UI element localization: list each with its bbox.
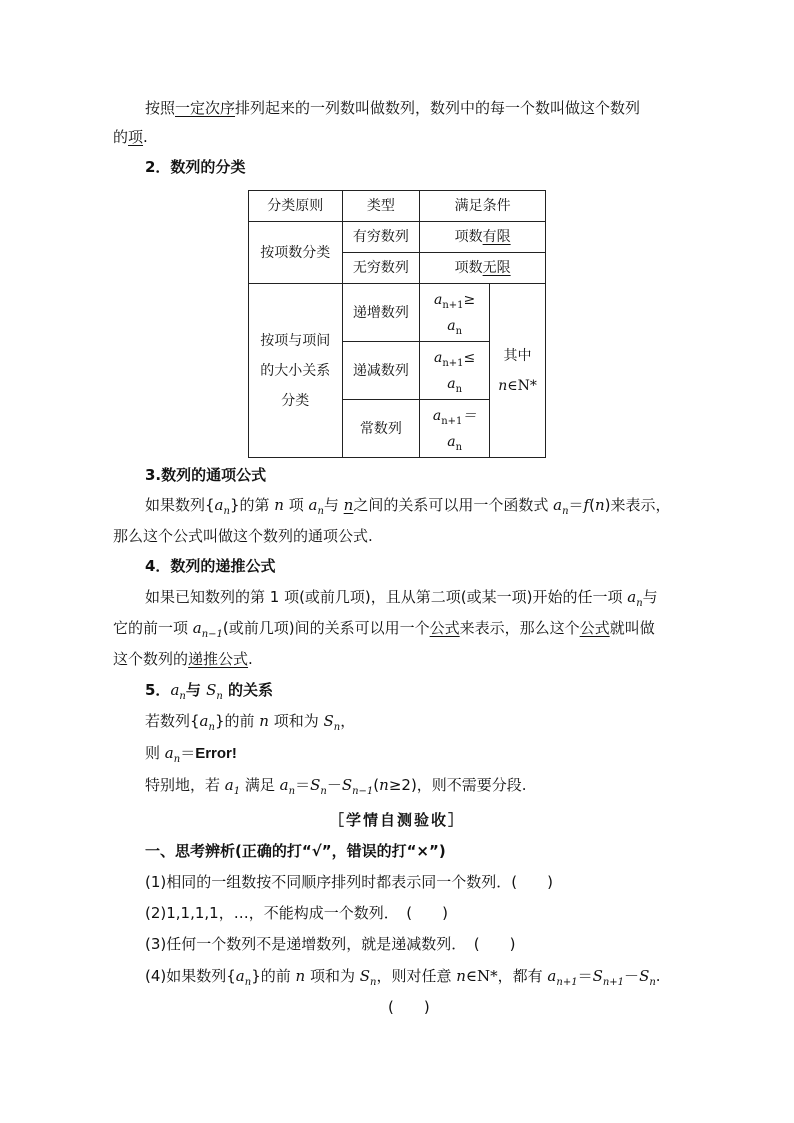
note-n-natural: 其中 n∈N* xyxy=(490,284,546,458)
underlined-term-item: 项 xyxy=(128,128,144,146)
cond-constant: $a_{n+1}=$ $a_n$ xyxy=(420,400,490,458)
section-5-title: 5．$a_n$与 $S_n$ 的关系 xyxy=(145,681,274,702)
quiz-title: 一、思考辨析(正确的打“√”，错误的打“×”) xyxy=(145,842,446,860)
table-header-type: 类型 xyxy=(342,191,420,222)
cond-finite: 项数有限 xyxy=(420,222,546,253)
section-3-line1: 如果数列$\{a_n\}$的第 n 项 $a_n$与 n之间的关系可以用一个函数式 $a_n=f(n)$来表示， xyxy=(145,496,671,517)
type-finite: 有穷数列 xyxy=(342,222,420,253)
cond-infinite: 项数无限 xyxy=(420,253,546,284)
group-by-count: 按项数分类 xyxy=(249,222,343,284)
para1-line1: 按照一定次序排列起来的一列数叫做数列，数列中的每一个数叫做这个数列 xyxy=(145,99,641,117)
underlined-term-order: 一定次序 xyxy=(175,99,236,117)
section-3-title: 3.数列的通项公式 xyxy=(145,466,267,484)
type-decreasing: 递减数列 xyxy=(342,342,420,400)
section-2-title: 2．数列的分类 xyxy=(145,158,246,176)
error-placeholder: Error! xyxy=(195,745,237,762)
table-header-condition: 满足条件 xyxy=(420,191,546,222)
type-increasing: 递增数列 xyxy=(342,284,420,342)
quiz-item-3: (3)任何一个数列不是递增数列，就是递减数列． ( ) xyxy=(145,935,516,953)
classification-table xyxy=(248,190,546,458)
section-5-line3: 特别地，若 $a_1$ 满足 $a_n=S_n-S_{n-1}(n\ge 2)$，则不需要分段. xyxy=(145,776,527,797)
section-4-line3: 这个数列的递推公式. xyxy=(113,650,253,668)
table-header-principle: 分类原则 xyxy=(249,191,343,222)
type-constant: 常数列 xyxy=(342,400,420,458)
section-4-line1: 如果已知数列的第 1 项(或前几项)，且从第二项(或某一项)开始的任一项 $a_n$与 xyxy=(145,588,658,609)
cond-increasing: $a_{n+1}\ge$ $a_n$ xyxy=(420,284,490,342)
quiz-item-2: (2)1,1,1,1，…，不能构成一个数列． ( ) xyxy=(145,904,448,922)
section-5-line1: 若数列$\{a_n\}$的前 n 项和为 $S_n$， xyxy=(145,712,356,733)
section-4-line2: 它的前一项 $a_{n-1}$(或前几项)间的关系可以用一个公式来表示，那么这个公式就叫做 xyxy=(113,619,655,640)
quiz-item-4: (4)如果数列$\{a_n\}$的前 n 项和为 $S_n$，则对任意 n∈N*，都有 $a_{n+1}=S_{n+1}-S_n$. xyxy=(145,967,661,988)
quiz-item-4-answer-paren: ( ) xyxy=(388,998,430,1016)
group-by-size: 按项与项间 的大小关系 分类 xyxy=(249,284,343,458)
cond-decreasing: $a_{n+1}\le$ $a_n$ xyxy=(420,342,490,400)
section-3-line2: 那么这个公式叫做这个数列的通项公式. xyxy=(113,527,373,545)
section-5-line2: 则 $a_n=Error$! xyxy=(145,744,237,765)
para1-line2: 的项. xyxy=(113,128,148,146)
quiz-item-1: (1)相同的一组数按不同顺序排列时都表示同一个数列．( ) xyxy=(145,873,553,891)
type-infinite: 无穷数列 xyxy=(342,253,420,284)
section-4-title: 4．数列的递推公式 xyxy=(145,557,276,575)
self-test-heading: ［学情自测验收］ xyxy=(328,811,465,829)
